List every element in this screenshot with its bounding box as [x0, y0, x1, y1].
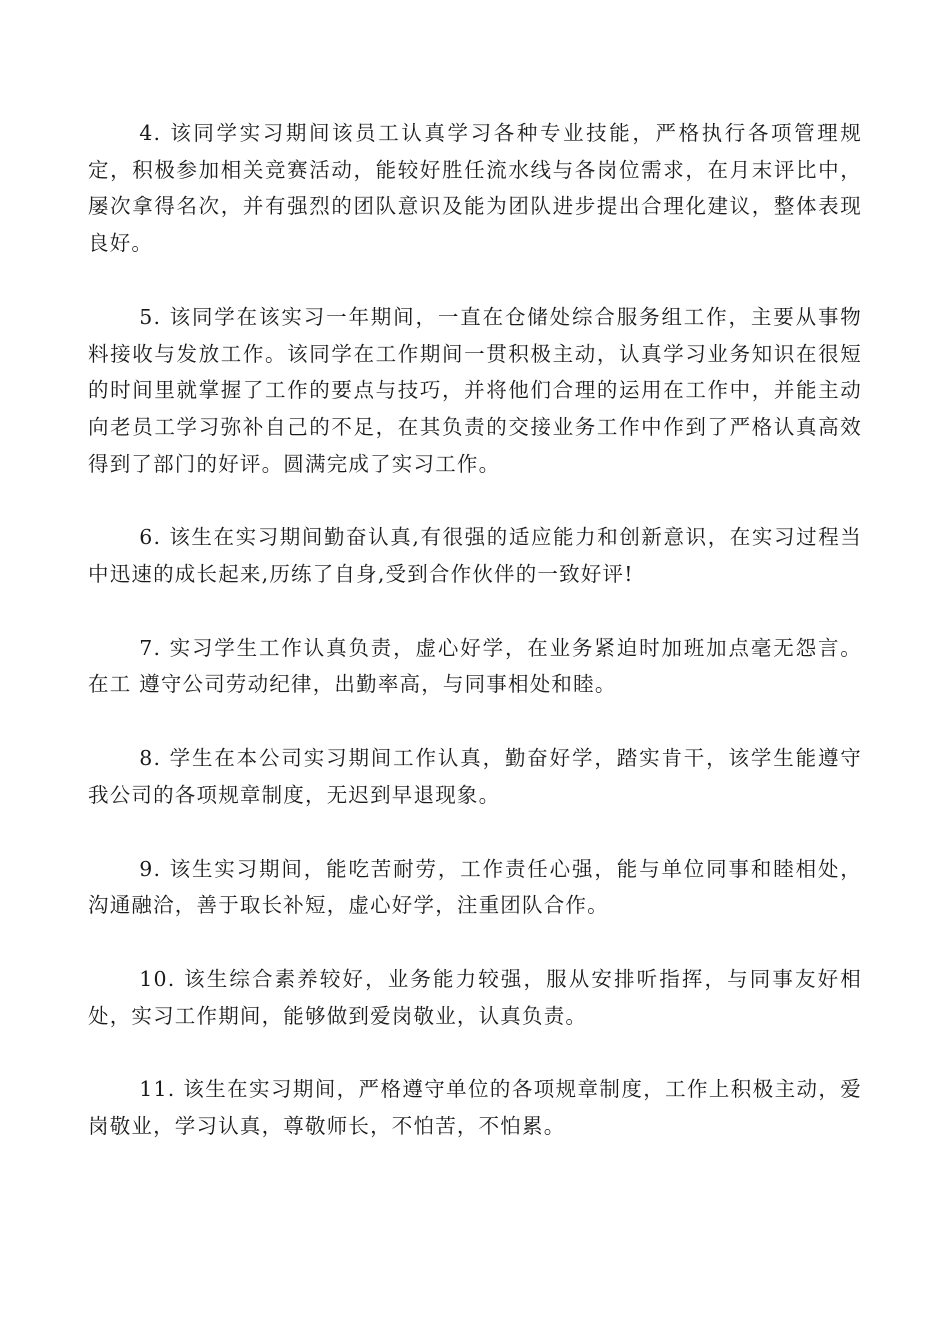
paragraph-10: 10. 该生综合素养较好，业务能力较强，服从安排听指挥，与同事友好相处，实习工作期间，能够做到爱岗敬业，认真负责。 [88, 966, 862, 1028]
paragraph-8: 8. 学生在本公司实习期间工作认真，勤奋好学，踏实肯干，该学生能遵守我公司的各项规章制度，无迟到早退现象。 [88, 746, 862, 807]
paragraph-4: 4. 该同学实习期间该员工认真学习各种专业技能，严格执行各项管理规定，积极参加相关竞赛活动，能较好胜任流水线与各岗位需求，在月末评比中，屡次拿得名次，并有强烈的团队意识及能为团队进步提出合理化建议，整体表现良好。 [88, 121, 862, 256]
paragraph-9: 9. 该生实习期间，能吃苦耐劳，工作责任心强，能与单位同事和睦相处，沟通融洽，善于取长补短，虚心好学，注重团队合作。 [88, 856, 862, 918]
document-body [88, 115, 862, 1182]
paragraph-6: 6. 该生在实习期间勤奋认真,有很强的适应能力和创新意识，在实习过程当中迅速的成长起来,历练了自身,受到合作伙伴的一致好评! [88, 525, 862, 587]
paragraph-5: 5. 该同学在该实习一年期间，一直在仓储处综合服务组工作，主要从事物料接收与发放工作。该同学在工作期间一贯积极主动，认真学习业务知识在很短的时间里就掌握了工作的要点与技巧，并将他们合理的运用在工作中，并能主动向老员工学习弥补自己的不足，在其负责的交接业务工作中作到了严格认真高效得到了部门的好评。圆满完成了实习工作。 [88, 304, 862, 476]
paragraph-11: 11. 该生在实习期间，严格遵守单位的各项规章制度，工作上积极主动，爱岗敬业，学习认真，尊敬师长，不怕苦，不怕累。 [88, 1077, 862, 1139]
paragraph-7: 7. 实习学生工作认真负责，虚心好学，在业务紧迫时加班加点毫无怨言。在工 遵守公司劳动纪律，出勤率高，与同事相处和睦。 [88, 635, 862, 697]
